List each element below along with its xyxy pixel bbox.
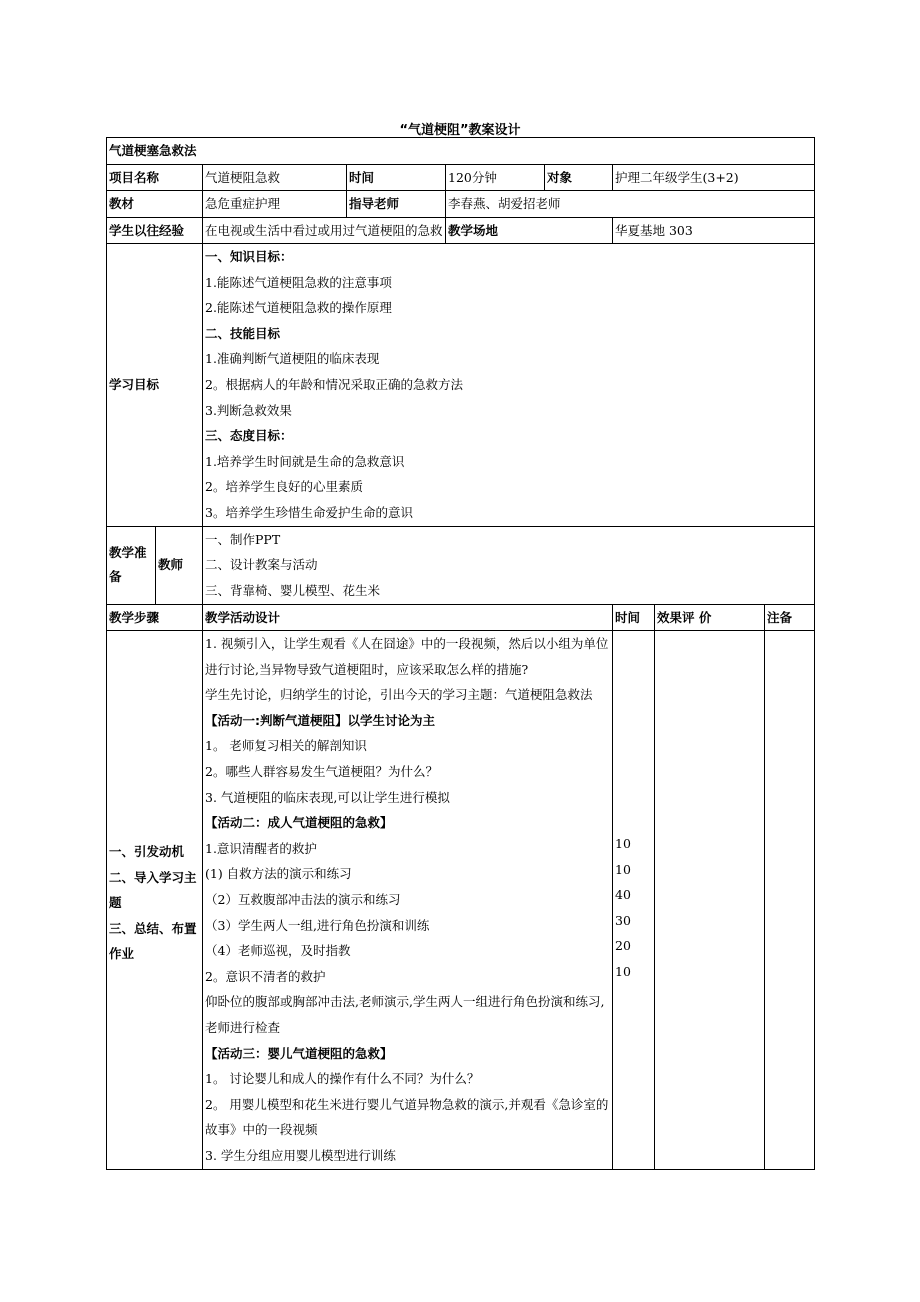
- prep-item: 一、制作PPT: [205, 531, 281, 547]
- goal-item: 1.能陈述气道梗阻急救的注意事项: [205, 274, 392, 290]
- prep-teacher-label: 教师: [156, 526, 203, 604]
- activity-item: 3. 气道梗阻的临床表现,可以让学生进行模拟: [205, 789, 450, 805]
- goal-heading: 三、态度目标：: [205, 428, 293, 444]
- time-value: 30: [615, 912, 631, 928]
- steps-header: 教学步骤: [107, 604, 203, 631]
- project-label: 项目名称: [107, 164, 203, 191]
- time-value: 10: [615, 964, 631, 979]
- activity-item: （4）老师巡视，及时指教: [205, 943, 351, 959]
- goal-item: 1.培养学生时间就是生命的急救意识: [205, 453, 405, 469]
- course-name: 气道梗塞急救法: [107, 138, 815, 165]
- note-header: 注备: [765, 604, 815, 631]
- goal-item: 1.准确判断气道梗阻的临床表现: [205, 351, 380, 367]
- design-header: 教学活动设计: [203, 604, 613, 631]
- activity-item: （2）互救腹部冲击法的演示和练习: [205, 891, 401, 907]
- goals-label: 学习目标: [107, 244, 203, 527]
- effect-header: 效果评 价: [655, 604, 765, 631]
- activity-item: 2。意识不清者的救护: [205, 968, 326, 984]
- lesson-plan-table: [106, 137, 815, 1170]
- time-value: 120分钟: [446, 164, 545, 191]
- textbook-label: 教材: [107, 191, 203, 218]
- teacher-value: 李春燕、胡爱招老师: [446, 191, 815, 218]
- prep-content: [203, 526, 815, 604]
- experience-label: 学生以往经验: [107, 217, 203, 244]
- note-cell: [765, 631, 815, 1169]
- activity-item: 1。 讨论婴儿和成人的操作有什么不同？为什么？: [205, 1071, 480, 1087]
- experience-value: 在电视或生活中看过或用过气道梗阻的急救: [203, 217, 446, 244]
- target-value: 护理二年级学生(3+2): [613, 164, 815, 191]
- times-list: [613, 631, 655, 1169]
- time-value: 20: [615, 938, 631, 954]
- activity-item: (1) 自救方法的演示和练习: [205, 866, 352, 882]
- activity-item: 3. 学生分组应用婴儿模型进行训练: [205, 1147, 396, 1163]
- prep-item: 三、背靠椅、婴儿模型、花生米: [205, 582, 381, 598]
- goal-heading: 二、技能目标: [205, 325, 281, 341]
- time-value: 10: [615, 836, 631, 852]
- place-label: 教学场地: [446, 217, 613, 244]
- goal-item: 2。培养学生良好的心里素质: [205, 479, 363, 495]
- goal-item: 3。培养学生珍惜生命爱护生命的意识: [205, 504, 413, 520]
- time-label: 时间: [347, 164, 446, 191]
- place-value: 华夏基地 303: [613, 217, 815, 244]
- step-item: 一、引发动机: [109, 844, 185, 860]
- goal-item: 3.判断急救效果: [205, 402, 292, 418]
- activity-item: 仰卧位的腹部或胸部冲击法,老师演示,学生两人一组进行角色扮演和练习,老师进行检查: [205, 994, 605, 1035]
- goal-heading: 一、知识目标：: [205, 249, 293, 264]
- prep-item: 二、设计教案与活动: [205, 557, 318, 573]
- activities-content: [203, 631, 613, 1169]
- steps-list: [107, 631, 203, 1169]
- step-item: 三、总结、布置作业: [109, 920, 197, 962]
- activity-heading: 【活动二：成人气道梗阻的急救】: [205, 815, 393, 831]
- goal-item: 2。根据病人的年龄和情况采取正确的急救方法: [205, 376, 463, 392]
- activity-item: 2。 用婴儿模型和花生米进行婴儿气道异物急救的演示,并观看《急诊室的故事》中的一段视频: [205, 1096, 609, 1138]
- goal-item: 2.能陈述气道梗阻急救的操作原理: [205, 300, 392, 316]
- effect-cell: [655, 631, 765, 1169]
- activity-heading: 【活动三：婴儿气道梗阻的急救】: [205, 1045, 393, 1061]
- textbook-value: 急危重症护理: [203, 191, 347, 218]
- activity-item: 2。哪些人群容易发生气道梗阻？为什么？: [205, 764, 438, 779]
- project-value: 气道梗阻急救: [203, 164, 347, 191]
- activity-item: （3）学生两人一组,进行角色扮演和训练: [205, 917, 430, 933]
- teacher-label: 指导老师: [347, 191, 446, 218]
- document-title: “气道梗阻”教案设计: [399, 123, 521, 138]
- target-label: 对象: [545, 164, 613, 191]
- time-header: 时间: [613, 604, 655, 631]
- activity-heading: 【活动一:判断气道梗阻】以学生讨论为主: [205, 712, 435, 728]
- prep-label: 教学准备: [107, 526, 156, 604]
- activity-item: 1. 视频引入，让学生观看《人在囧途》中的一段视频，然后以小组为单位进行讨论,当异物导致气道梗阻时，应该采取怎么样的措施?: [205, 636, 609, 677]
- activity-item: 学生先讨论，归纳学生的讨论，引出今天的学习主题：气道梗阻急救法: [205, 687, 593, 703]
- step-item: 二、导入学习主题: [109, 869, 197, 911]
- goals-content: [203, 244, 815, 527]
- activity-item: 1.意识清醒者的救护: [205, 840, 317, 856]
- time-value: 40: [615, 887, 631, 903]
- activity-item: 1。 老师复习相关的解剖知识: [205, 738, 367, 754]
- time-value: 10: [615, 861, 631, 877]
